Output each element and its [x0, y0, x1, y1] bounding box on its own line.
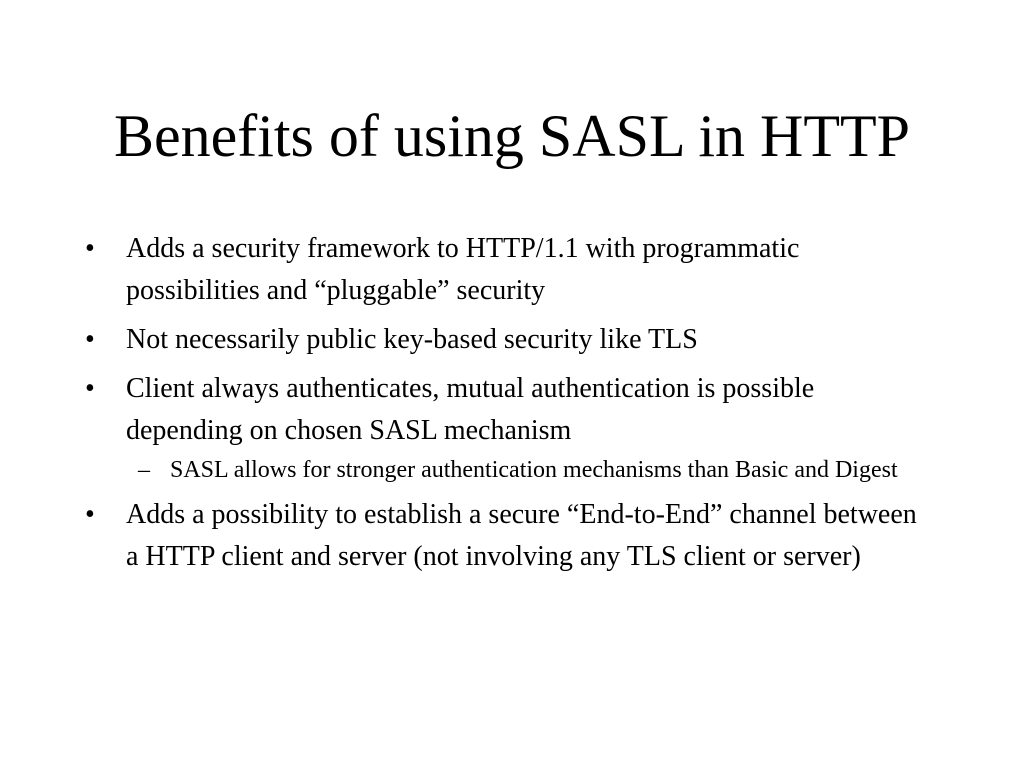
bullet-item: [82, 228, 932, 312]
sub-bullet-list: [126, 453, 932, 487]
bullet-marker-icon: •: [85, 373, 95, 404]
sub-bullet-item: [126, 453, 932, 487]
bullet-marker-icon: •: [85, 324, 95, 355]
bullet-item: [82, 368, 932, 487]
bullet-text: Adds a possibility to establish a secure “End-to-End” channel between a HTTP client and server (not involving any TLS client or server): [126, 499, 917, 572]
dash-marker-icon: –: [138, 457, 150, 483]
sub-bullet-text: SASL allows for stronger authentication mechanisms than Basic and Digest: [170, 457, 898, 483]
bullet-text: Client always authenticates, mutual authentication is possible depending on chosen SASL mechanism: [126, 373, 815, 446]
bullet-marker-icon: •: [85, 499, 95, 530]
bullet-text: Not necessarily public key-based security like TLS: [126, 324, 698, 355]
slide-title: Benefits of using SASL in HTTP: [113, 103, 911, 169]
bullet-marker-icon: •: [85, 233, 95, 264]
bullet-item: [82, 494, 932, 578]
bullet-text: Adds a security framework to HTTP/1.1 with programmatic possibilities and “pluggable” security: [126, 233, 800, 306]
bullet-item: [82, 319, 932, 361]
bullet-list: [82, 228, 932, 585]
